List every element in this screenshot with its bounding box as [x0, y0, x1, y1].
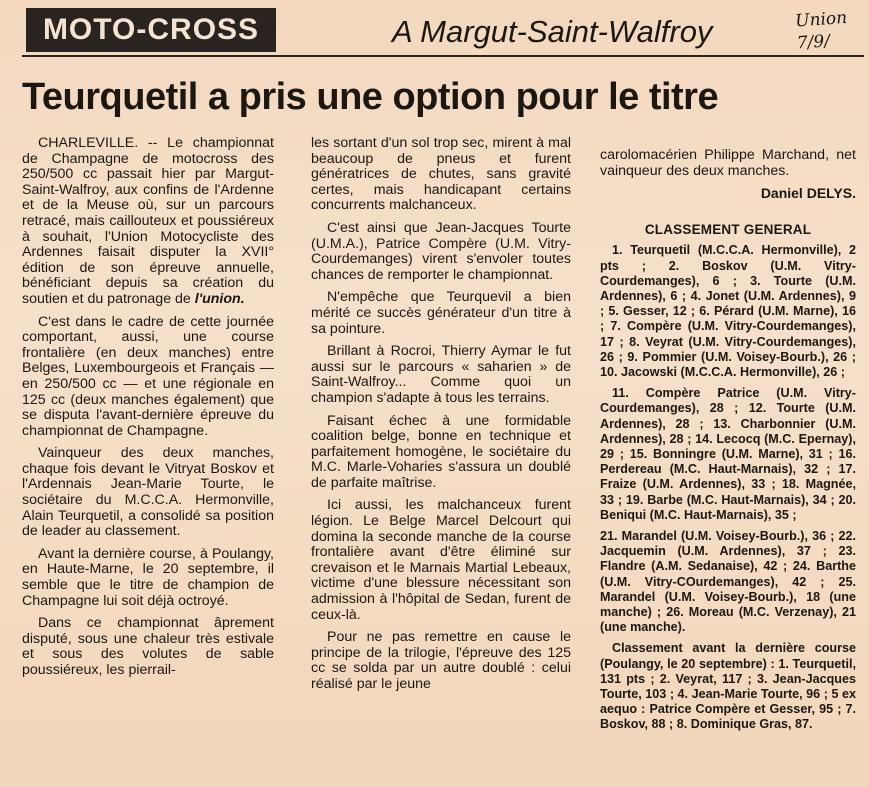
paragraph: Dans ce championnat âprement disputé, sous une chaleur très estivale et sous des volutes de sable poussiéreux, les pierrail-: [22, 615, 274, 678]
union-mark: l'union.: [194, 290, 245, 307]
article-column-3: [600, 148, 856, 739]
handwritten-note: Union 7/9/: [794, 7, 848, 54]
paragraph: C'est dans le cadre de cette journée comportant, aussi, une course frontalière (en deux manches) entre Belges, Luxembourgeois et Français — en 250/500 cc — et une régionale en 125 cc (deux manches également) que se disputa l'avant-dernière épreuve du championnat de Champagne.: [22, 313, 274, 439]
paragraph: Faisant échec à une formidable coalition belge, bonne en technique et parfaitement homogène, le sociétaire du M.C. Marle-Voharies s'assura un doublé de parfaite maîtrise.: [311, 412, 571, 491]
classement-results: 21. Marandel (U.M. Voisey-Bourb.), 36 ; 22. Jacquemin (U.M. Ardennes), 37 ; 23. Flandre (A.M. Sedanaise), 42 ; 24. Barthe (U.M. Vitry-COurdemanges), 42 ; 25. Marandel (U.M. Voisey-Bourb.), 18 (une manche) ; 26. Moreau (M.C. Verzenay), 21 (une manche).: [600, 529, 856, 635]
author-byline: Daniel DELYS.: [760, 185, 856, 202]
paragraph: Ici aussi, les malchanceux furent légion. Le Belge Marcel Delcourt qui domina la seconde manche de la course frontalière avant d'être éliminé sur crevaison et le Marnais Martial Lebeaux, victime d'une blessure nécessitant son admission à l'hôpital de Sedan, furent de ceux-là.: [311, 497, 571, 623]
paragraph: Vainqueur des deux manches, chaque fois devant le Vitryat Boskov et l'Ardennais Jean-Marie Tourte, le sociétaire du M.C.C.A. Hermonville, Alain Teurquetil, a consolidé sa position de leader au classement.: [22, 445, 274, 540]
header-rule: [22, 55, 864, 57]
classement-before-last: Classement avant la dernière course (Poulangy, le 20 septembre) : 1. Teurquetil, 131 pts ; 2. Veyrat, 117 ; 3. Jean-Jacques Tourte, 103 ; 4. Jean-Marie Tourte, 96 ; 5 ex aequo : Patrice Compère et Gesser, 95 ; 7. Boskov, 88 ; 8. Dominique Gras, 87.: [600, 641, 856, 732]
paragraph: N'empêche que Teurquevil a bien mérité ce succès générateur d'un titre à sa pointure.: [311, 289, 571, 337]
paragraph-text: CHARLEVILLE. -- Le championnat de Champagne de motocross des 250/500 cc passait hier par Margut-Saint-Walfroy, aux confins de l'Ardenne et de la Meuse où, sur un parcours retracé, mais caillouteux et poussiéreux à souhait, l'Union Motocycliste des Ardennes faisait disputer la XVII° édition de son épreuve annuelle, bénéficiant depuis sa création du soutien et du patronage de: [22, 135, 274, 307]
paragraph: Pour ne pas remettre en cause le principe de la trilogie, l'épreuve des 125 cc se solda par un autre doublé : celui réalisé par le jeune: [311, 629, 571, 692]
section-rubric: MOTO-CROSS: [26, 8, 276, 52]
classement-results: 1. Teurquetil (M.C.C.A. Hermonville), 2 pts ; 2. Boskov (U.M. Vitry-Courdemanges), 6 ; 3. Tourte (U.M. Ardennes), 6 ; 4. Jonet (U.M. Ardennes), 9 ; 5. Gesser, 12 ; 6. Pérard (U.M. Marne), 16 ; 7. Compère (U.M. Vitry-Courdemanges), 17 ; 8. Veyrat (U.M. Vitry-Courdemanges), 26 ; 9. Pommier (U.M. Voisey-Bourb.), 26 ; 10. Jacowski (M.C.C.A. Hermonville), 26 ;: [600, 243, 856, 379]
classement-results: 11. Compère Patrice (U.M. Vitry-Courdemanges), 28 ; 12. Tourte (U.M. Ardennes), 28 ; 13. Charbonnier (U.M. Ardennes), 28 ; 14. Lecocq (M.C. Epernay), 29 ; 15. Bonningre (U.M. Marne), 31 ; 16. Perdereau (M.C. Haut-Marnais), 32 ; 17. Fraize (U.M. Ardennes), 33 ; 18. Magnée, 33 ; 19. Barbe (M.C. Haut-Marnais), 34 ; 20. Beniqui (M.C. Haut-Marnais), 35 ;: [600, 386, 856, 522]
event-location: A Margut-Saint-Walfroy: [392, 14, 713, 49]
article-column-2: [311, 136, 571, 700]
paragraph: [22, 136, 274, 308]
paragraph: carolomacérien Philippe Marchand, net vainqueur des deux manches.: [600, 147, 856, 179]
classement-title: CLASSEMENT GENERAL: [644, 221, 812, 237]
paragraph: Avant la dernière course, à Poulangy, en Haute-Marne, le 20 septembre, il semble que le titre de champion de Champagne lui soit déjà octroyé.: [22, 545, 274, 609]
paragraph: C'est ainsi que Jean-Jacques Tourte (U.M.A.), Patrice Compère (U.M. Vitry-Courdemanges) virent s'envoler toutes chances de remporter le championnat.: [311, 219, 571, 283]
paragraph: les sortant d'un sol trop sec, mirent à mal beaucoup de pneus et furent génératrices de chutes, sans gravité certes, mais handicapant certains concurrents malchanceux.: [311, 135, 571, 214]
article-headline: Teurquetil a pris une option pour le titre: [22, 76, 719, 118]
paragraph: Brillant à Rocroi, Thierry Aymar le fut aussi sur le parcours « saharien » de Saint-Walfroy... Comme quoi un champion s'adapte à tous les terrains.: [311, 343, 571, 406]
article-column-1: [22, 136, 274, 686]
